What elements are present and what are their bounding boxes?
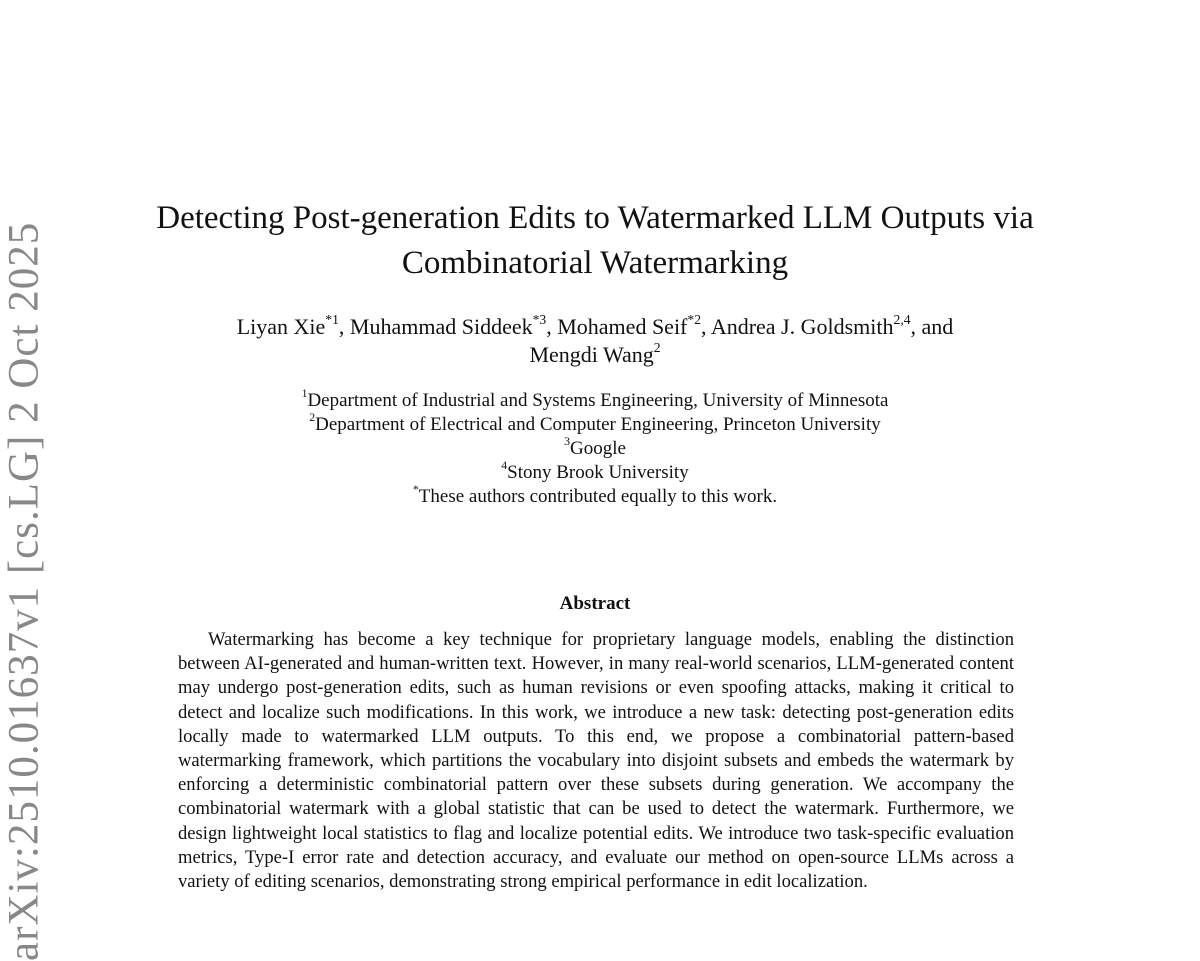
affiliation-text: Department of Electrical and Computer Engineering, Princeton University	[315, 414, 881, 435]
equal-contribution-mark: *	[412, 483, 419, 497]
author-separator: , and	[910, 314, 954, 339]
affiliation-list	[150, 389, 1040, 509]
affiliation	[150, 437, 1040, 461]
author-affiliation-marks: 2	[653, 339, 661, 355]
affiliation	[150, 413, 1040, 437]
author-list	[150, 313, 1040, 369]
arxiv-identifier-stamp	[0, 0, 48, 961]
affiliation-mark: 1	[301, 387, 308, 401]
author-affiliation-marks: 2,4	[893, 311, 911, 327]
author-name: Mengdi Wang	[529, 342, 654, 367]
affiliation-mark: 4	[501, 459, 508, 473]
author-affiliation-marks: *2	[687, 311, 702, 327]
equal-contribution-text: These authors contributed equally to this work.	[418, 486, 778, 507]
author-name: Mohamed Seif	[557, 314, 688, 339]
author-separator: ,	[546, 314, 558, 339]
arxiv-identifier-text: arXiv:2510.01637v1 [cs.LG] 2 Oct 2025	[0, 221, 48, 961]
affiliation-text: Stony Brook University	[507, 462, 689, 483]
affiliation-text: Google	[569, 438, 626, 459]
author-separator: ,	[338, 314, 350, 339]
paper-title: Detecting Post-generation Edits to Watermarked LLM Outputs via Combinatorial Watermarking	[156, 200, 1034, 281]
author	[349, 311, 558, 339]
author-affiliation-marks: *3	[532, 311, 547, 327]
equal-contribution-note	[150, 485, 1040, 509]
author-affiliation-marks: *1	[325, 311, 339, 327]
author-name: Liyan Xie	[236, 314, 326, 339]
author	[529, 339, 661, 367]
author-name: Andrea J. Goldsmith	[710, 314, 894, 339]
author	[236, 311, 350, 339]
author-separator: ,	[701, 314, 711, 339]
affiliation	[150, 389, 1040, 413]
affiliation-mark: 2	[309, 411, 316, 425]
affiliation-mark: 3	[564, 435, 570, 449]
author-name: Muhammad Siddeek	[349, 314, 533, 339]
author	[710, 311, 954, 339]
abstract-heading: Abstract	[559, 593, 631, 614]
affiliation-text: Department of Industrial and Systems Engineering, University of Minnesota	[307, 390, 889, 411]
abstract-text: Watermarking has become a key technique for proprietary language models, enabling the distinction between AI-generated and human-written text. However, in many real-world scenarios, LLM-generated content may undergo post-generation edits, such as human revisions or even spoofing attacks, making it critical to detect and localize such modifications. In this work, we introduce a new task: detecting post-generation edits locally made to watermarked LLM outputs. To this end, we propose a combinatorial pattern-based watermarking framework, which partitions the vocabulary into disjoint subsets and embeds the watermark by enforcing a deterministic combinatorial pattern over these subsets during generation. We accompany the combinatorial watermark with a global statistic that can be used to detect the watermark. Furthermore, we design lightweight local statistics to flag and localize potential edits. We introduce two task-specific evaluation metrics, Type-I error rate and detection accuracy, and evaluate our method on open-source LLMs across a variety of editing scenarios, demonstrating strong empirical performance in edit localization.	[178, 629, 1014, 893]
affiliation	[150, 461, 1040, 485]
author	[557, 311, 711, 339]
